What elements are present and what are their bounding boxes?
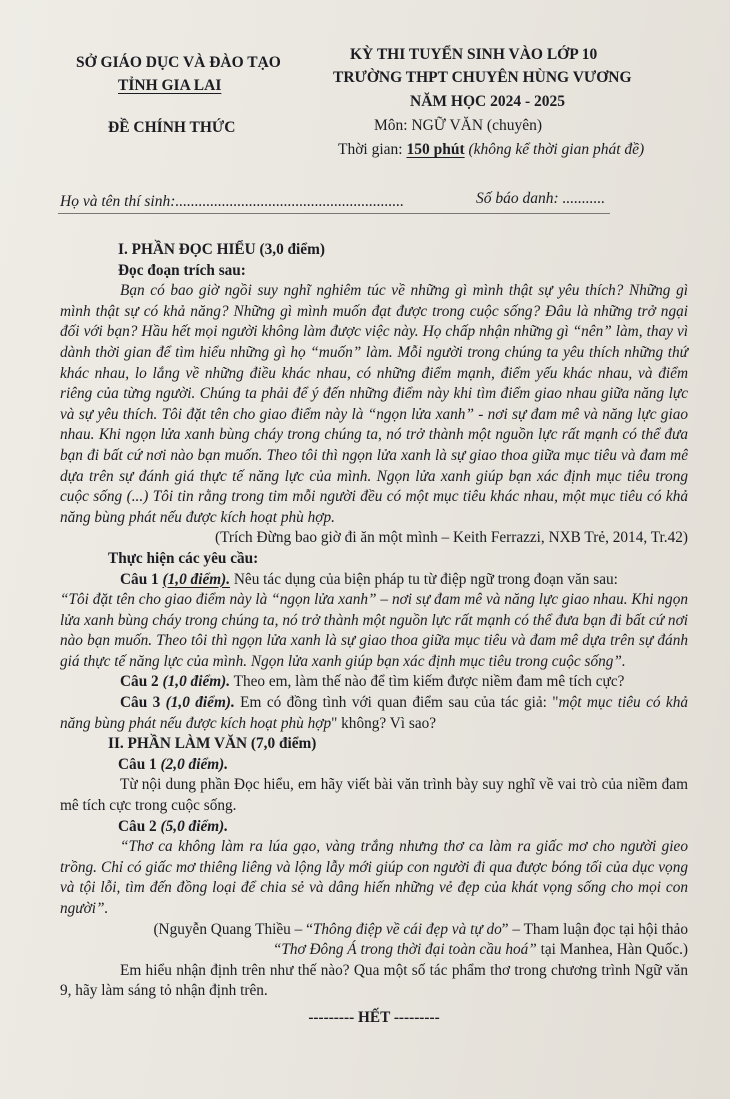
- part1-instruction: Đọc đoạn trích sau:: [118, 261, 246, 279]
- c2-points: (5,0 điểm).: [160, 817, 229, 835]
- q1-text: Nêu tác dụng của biện pháp tu từ điệp ngữ trong đoạn văn sau:: [230, 570, 618, 588]
- time-line: [338, 141, 644, 159]
- q2-label: Câu 2: [120, 673, 163, 691]
- part1-title: I. PHẦN ĐỌC HIỂU (3,0 điểm): [118, 241, 325, 258]
- q2-text: Theo em, làm thế nào để tìm kiếm được niềm đam mê tích cực?: [230, 673, 625, 691]
- c2-label: Câu 2: [118, 817, 161, 835]
- q1-points: (1,0 điểm).: [162, 570, 231, 588]
- exam-title: KỲ THI TUYỂN SINH VÀO LỚP 10: [350, 46, 598, 63]
- time-value: 150 phút: [406, 141, 465, 158]
- candidate-id-line: Số báo danh: ...........: [476, 190, 606, 207]
- subject-line: [374, 117, 542, 135]
- c2-src-b: Thông điệp về cái đẹp và tự do: [312, 920, 502, 938]
- school-year: NĂM HỌC 2024 - 2025: [410, 93, 565, 110]
- official-label: ĐỀ CHÍNH THỨC: [108, 119, 236, 136]
- q3-text: Em có đồng tình với quan điểm sau của tác giả: ": [234, 694, 559, 712]
- subject-value: NGỮ VĂN (chuyên): [411, 117, 543, 134]
- dept-line1: SỞ GIÁO DỤC VÀ ĐÀO TẠO: [76, 54, 281, 71]
- c1-label: Câu 1: [118, 755, 161, 773]
- exam-body: [60, 240, 688, 1029]
- c2-src-c: ” – Tham luận đọc tại hội thảo: [501, 920, 688, 938]
- c2-source: [60, 920, 688, 961]
- c1-points: (2,0 điểm).: [160, 755, 229, 773]
- q3-end: " không? Vì sao?: [331, 714, 437, 732]
- end-marker: --------- HẾT ---------: [308, 1008, 440, 1026]
- header-divider: [58, 213, 610, 214]
- subject-label: Môn:: [374, 117, 412, 134]
- c2-src-d: “Thơ Đông Á trong thời đại toàn cầu hoá”: [272, 941, 537, 959]
- q3-quote: một mục tiêu có khả năng bùng phát nếu được kích hoạt phù hợp: [60, 694, 689, 732]
- q3-label: Câu 3: [120, 694, 166, 712]
- candidate-name-line: Họ và tên thí sinh:...........................................................: [60, 193, 404, 210]
- c1-heading: [60, 755, 688, 776]
- citation: (Trích Đừng bao giờ đi ăn một mình – Keith Ferrazzi, NXB Trẻ, 2014, Tr.42): [214, 529, 688, 547]
- c2-heading: [60, 817, 688, 838]
- question-1: [60, 570, 688, 591]
- question-3: [60, 693, 688, 734]
- q1-quote: “Tôi đặt tên cho giao điểm này là “ngọn lửa xanh” – nơi sự đam mê và năng lực giao nhau. Khi ngọn lửa xanh bùng cháy trong chúng ta, nó trở thành một nguồn lực rất mạnh có thể đưa bạn đi bất cứ nơi nào bạn muốn. Theo tôi thì ngọn lửa xanh là sự giao thoa giữa mục tiêu và đam mê dựa trên sự đánh giá thực tế năng lực của mình. Ngọn lửa xanh giúp bạn xác định mục tiêu trong cuộc sống”.: [60, 591, 688, 670]
- q2-points: (1,0 điểm).: [162, 673, 231, 691]
- c1-text: Từ nội dung phần Đọc hiểu, em hãy viết bài văn trình bày suy nghĩ về vai trò của niềm đam mê tích cực trong cuộc sống.: [60, 776, 688, 815]
- c2-task: Em hiểu nhận định trên như thế nào? Qua một số tác phẩm thơ trong chương trình Ngữ văn 9, hãy làm sáng tỏ nhận định trên.: [60, 961, 688, 1000]
- time-label: Thời gian:: [338, 141, 407, 158]
- school-name: TRƯỜNG THPT CHUYÊN HÙNG VƯƠNG: [333, 69, 632, 86]
- c2-src-a: (Nguyễn Quang Thiều – “: [153, 920, 313, 938]
- q3-points: (1,0 điểm).: [165, 694, 235, 712]
- question-2: [60, 672, 688, 693]
- c2-quote: “Thơ ca không làm ra lúa gạo, vàng trắng nhưng thơ ca làm ra giấc mơ cho người gieo trồng. Chỉ có giấc mơ thiêng liêng và lộng lẫy mới giúp con người đi qua được bóng tối của dục vọng và tội lỗi, tìm đến đồng loại để chia sẻ và dâng hiến những vẻ đẹp của khát vọng sống cho mọi con người”.: [60, 838, 688, 917]
- requirements: Thực hiện các yêu cầu:: [108, 549, 259, 567]
- dept-line2: TỈNH GIA LAI: [118, 77, 222, 94]
- q1-label: Câu 1: [120, 570, 163, 588]
- part2-title: II. PHẦN LÀM VĂN (7,0 điểm): [108, 735, 317, 753]
- passage: Bạn có bao giờ ngồi suy nghĩ nghiêm túc về những gì mình thật sự yêu thích? Những gì mình thật sự có khả năng? Những gì mình muốn đạt được trong cuộc sống? Đâu là những trở ngại đối với bạn? Hầu hết mọi người không làm được việc này. Họ chấp nhận những gì “nên” làm, thay vì dành thời gian để tìm hiểu những gì họ “muốn” làm. Mỗi người trong chúng ta yêu thích những thứ khác nhau, lo lắng về những điều khác nhau, có những điểm mạnh, điểm yếu khác nhau, và điểm riêng của từng người. Chúng ta phải để ý đến những điểm này khi tìm điểm giao nhau giữa năng lực và sự yêu thích. Tôi đặt tên cho giao điểm này là “ngọn lửa xanh” - nơi sự đam mê và năng lực giao nhau. Khi ngọn lửa xanh bùng cháy trong chúng ta, nó trở thành một nguồn lực rất mạnh có thể đưa bạn đi bất cứ nơi nào bạn muốn. Theo tôi thì ngọn lửa xanh là sự giao thoa giữa mục tiêu và đam mê dựa trên sự đánh giá thực tế năng lực của mình. Ngọn lửa xanh giúp bạn xác định mục tiêu trong cuộc sống (...) Tôi tin rằng trong tim mỗi người đều có một mục tiêu khác nhau, một mục tiêu có khả năng bùng phát nếu được kích hoạt phù hợp.: [60, 282, 688, 526]
- c2-src-e: tại Manhea, Hàn Quốc.): [536, 941, 688, 959]
- time-note: (không kể thời gian phát đề): [464, 141, 645, 158]
